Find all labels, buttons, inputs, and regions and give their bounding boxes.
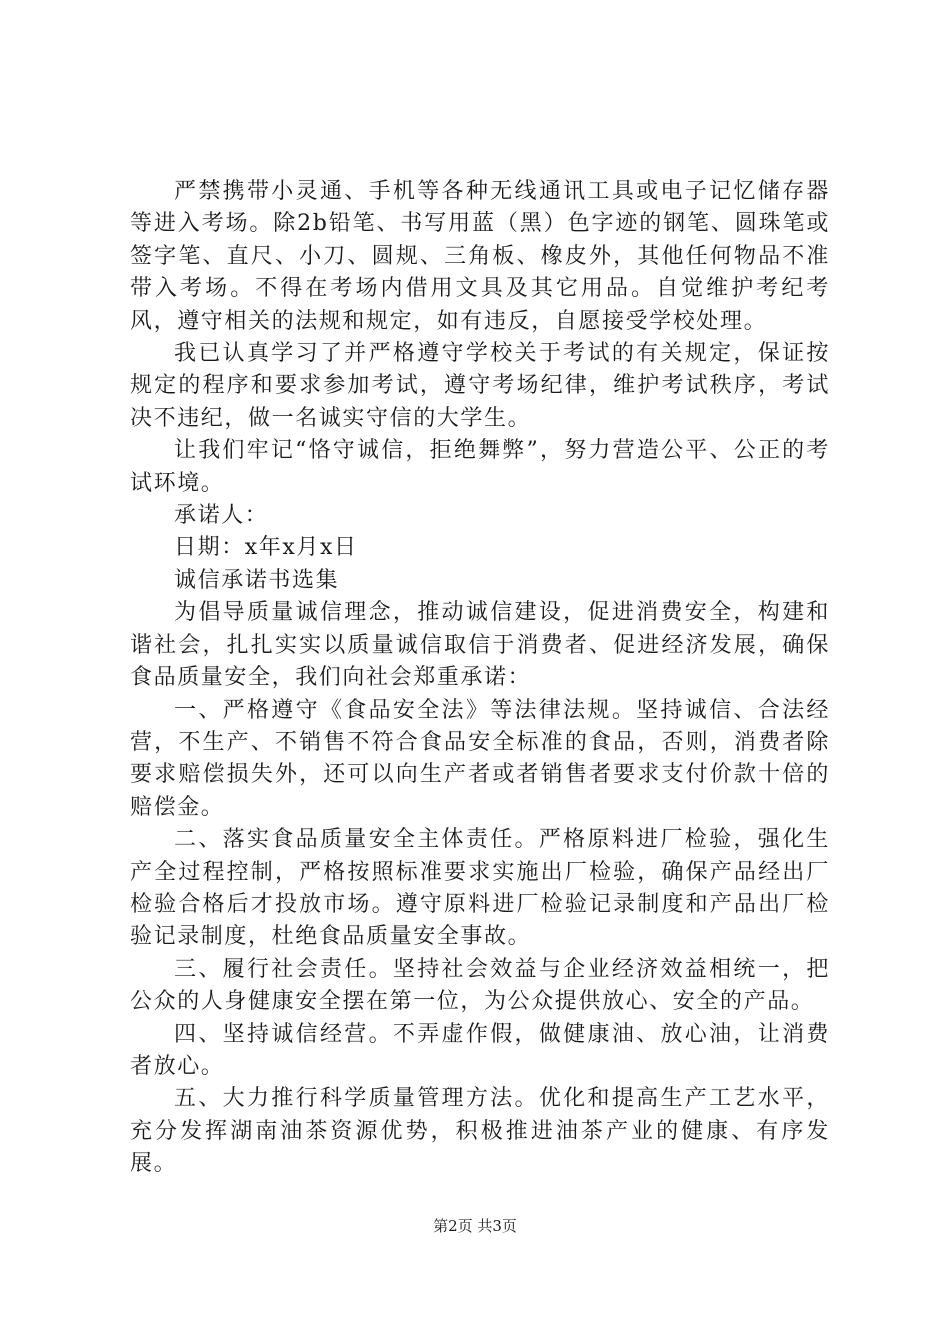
document-body	[130, 176, 830, 1181]
paragraph-item-3: 三、履行社会责任。坚持社会效益与企业经济效益相统一，把公众的人身健康安全摆在第一位，为公众提供放心、安全的产品。	[130, 956, 830, 1015]
paragraph-integrity-slogan: 让我们牢记“恪守诚信，拒绝舞弊”，努力营造公平、公正的考试环境。	[130, 438, 830, 496]
paragraph-item-1: 一、严格遵守《食品安全法》等法律法规。坚持诚信、合法经营，不生产、不销售不符合食品安全标准的食品，否则，消费者除要求赔偿损失外，还可以向生产者或者销售者要求支付价款十倍的赔偿金。	[130, 697, 830, 820]
page-number-footer: 第2页 共3页	[433, 1217, 517, 1235]
paragraph-item-4: 四、坚持诚信经营。不弄虚作假，做健康油、放心油，让消费者放心。	[130, 1021, 830, 1079]
paragraph-exam-pledge: 我已认真学习了并严格遵守学校关于考试的有关规定，保证按规定的程序和要求参加考试，遵守考场纪律，维护考试秩序，考试决不违纪，做一名诚实守信的大学生。	[130, 341, 830, 431]
paragraph-item-2: 二、落实食品质量安全主体责任。严格原料进厂检验，强化生产全过程控制，严格按照标准要求实施出厂检验，确保产品经出厂检验合格后才投放市场。遵守原料进厂检验记录制度和产品出厂检验记录制度，杜绝食品质量安全事故。	[130, 827, 830, 950]
paragraph-item-5: 五、大力推行科学质量管理方法。优化和提高生产工艺水平，充分发挥湖南油茶资源优势，积极推进油茶产业的健康、有序发展。	[130, 1086, 830, 1177]
signer-line: 承诺人：	[174, 503, 269, 529]
date-line: 日期：x年x月x日	[174, 535, 358, 561]
paragraph-quality-intro: 为倡导质量诚信理念，推动诚信建设，促进消费安全，构建和谐社会，扎扎实实以质量诚信取信于消费者、促进经济发展，确保食品质量安全，我们向社会郑重承诺：	[130, 600, 830, 691]
section-title: 诚信承诺书选集	[174, 567, 340, 593]
paragraph-exam-rules: 严禁携带小灵通、手机等各种无线通讯工具或电子记忆储存器等进入考场。除2b铅笔、书写用蓝（黑）色字迹的钢笔、圆珠笔或签字笔、直尺、小刀、圆规、三角板、橡皮外，其他任何物品不准带入考场。不得在考场内借用文具及其它用品。自觉维护考纪考风，遵守相关的法规和规定，如有违反，自愿接受学校处理。	[130, 179, 830, 334]
